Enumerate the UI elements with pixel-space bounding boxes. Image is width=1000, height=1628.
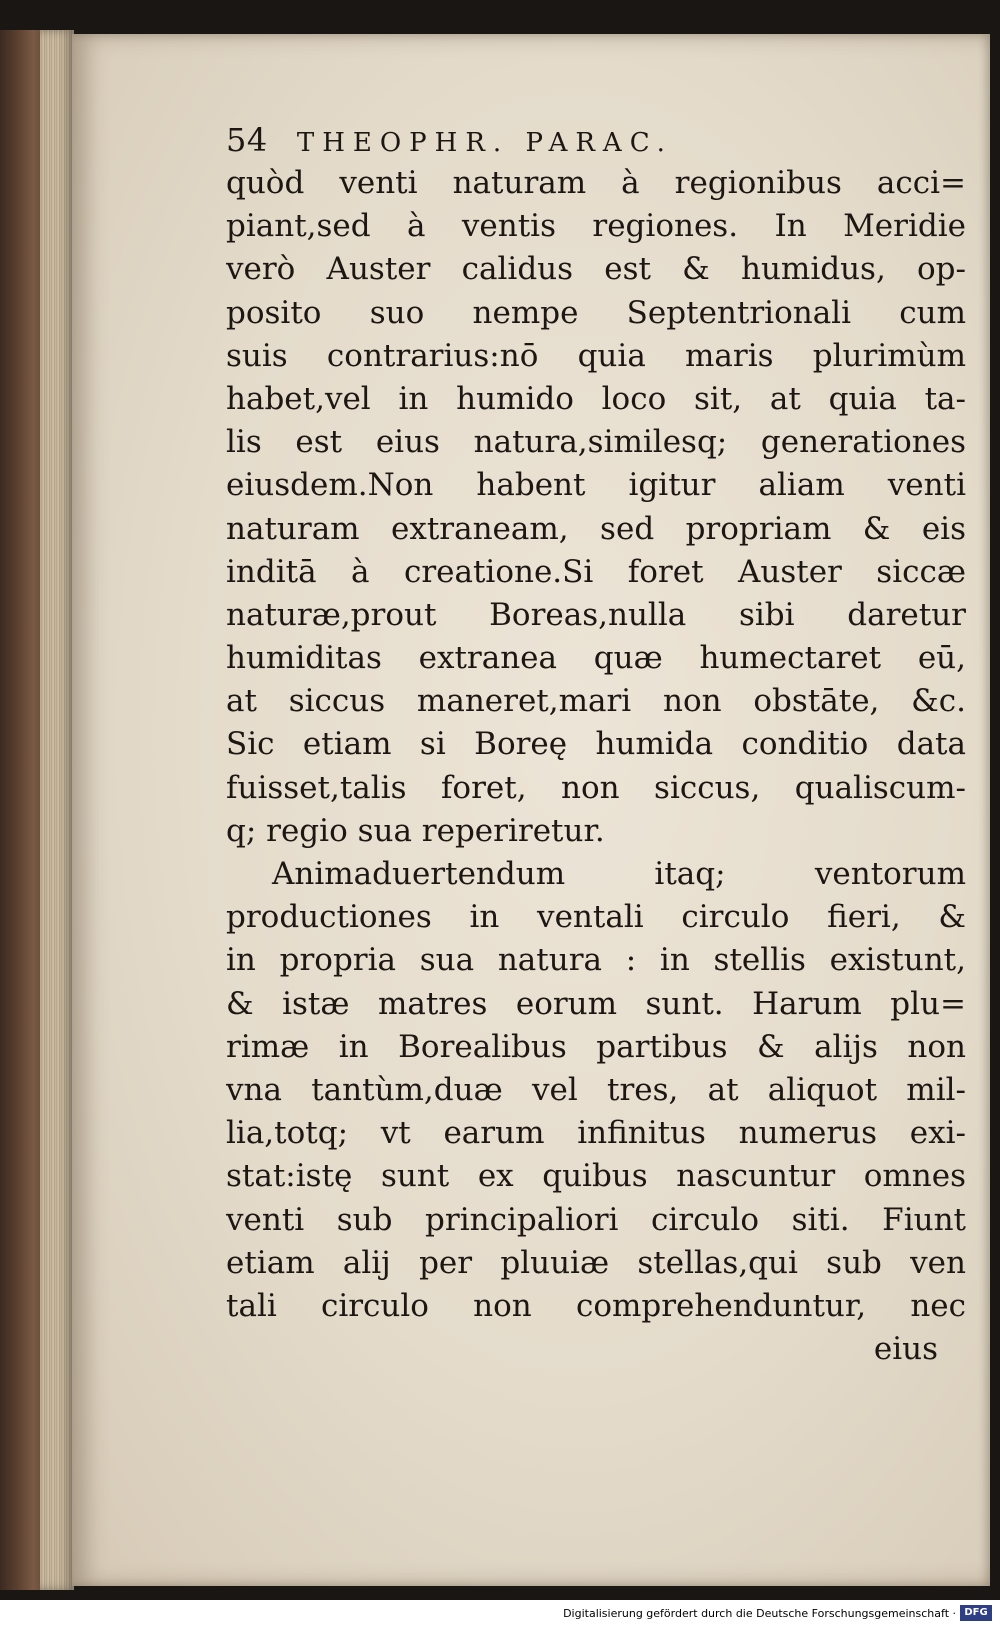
page-number: 54 (226, 121, 268, 159)
text-line: Sic etiam si Boreę humida conditio data (226, 726, 966, 763)
dfg-logo-icon: DFG (960, 1605, 992, 1621)
text-line: piant,sed à ventis regiones. In Meridie (226, 208, 966, 245)
text-line: naturam extraneam, sed propriam & eis (226, 510, 966, 547)
text-line: lia,totq; vt earum infinitus numerus exi- (226, 1115, 966, 1152)
text-line: etiam alij per pluuiæ stellas,qui sub ven (226, 1244, 966, 1281)
text-line: eiusdem.Non habent igitur aliam venti (226, 467, 966, 504)
text-line: stat:istę sunt ex quibus nascuntur omnes (226, 1158, 966, 1195)
text-line: suis contrarius:nō quia maris plurimùm (226, 337, 966, 374)
page-edges (40, 30, 74, 1590)
text-line: rimæ in Borealibus partibus & alijs non (226, 1028, 966, 1065)
text-line: posito suo nempe Septentrionali cum (226, 294, 966, 331)
running-head (226, 118, 966, 162)
digitization-footer (0, 1600, 1000, 1628)
text-line: naturæ,prout Boreas,nulla sibi daretur (226, 596, 966, 633)
text-line: Animaduertendum itaq; ventorum (272, 856, 966, 892)
body-text (226, 162, 966, 1328)
text-line: at siccus maneret,mari non obstāte, &c. (226, 683, 966, 720)
text-line: venti sub principaliori circulo siti. Fiunt (226, 1201, 966, 1238)
text-block (226, 118, 966, 1371)
funding-credit: Digitalisierung gefördert durch die Deutsche Forschungsgemeinschaft · (563, 1607, 956, 1620)
catchword: eius (873, 1331, 938, 1368)
text-line: humiditas extranea quæ humectaret eū, (226, 640, 966, 677)
running-head-title: THEOPHR. PARAC. (296, 128, 673, 158)
text-line: productiones in ventali circulo fieri, & (226, 899, 966, 936)
text-line: lis est eius natura,similesq; generationes (226, 424, 966, 461)
text-line: inditā à creatione.Si foret Auster siccæ (226, 553, 966, 590)
text-line: tali circulo non comprehenduntur, nec (226, 1287, 966, 1324)
text-line: q; regio sua reperiretur. (226, 812, 605, 849)
text-line: in propria sua natura : in stellis existunt, (226, 942, 966, 979)
text-line: habet,vel in humido loco sit, at quia ta- (226, 380, 966, 417)
text-line: & istæ matres eorum sunt. Harum plu= (226, 985, 966, 1022)
text-line: quòd venti naturam à regionibus acci= (226, 165, 966, 201)
text-line: fuisset,talis foret, non siccus, qualiscum- (226, 769, 966, 806)
text-line: verò Auster calidus est & humidus, op- (226, 251, 966, 288)
text-line: vna tantùm,duæ vel tres, at aliquot mil- (226, 1071, 966, 1108)
